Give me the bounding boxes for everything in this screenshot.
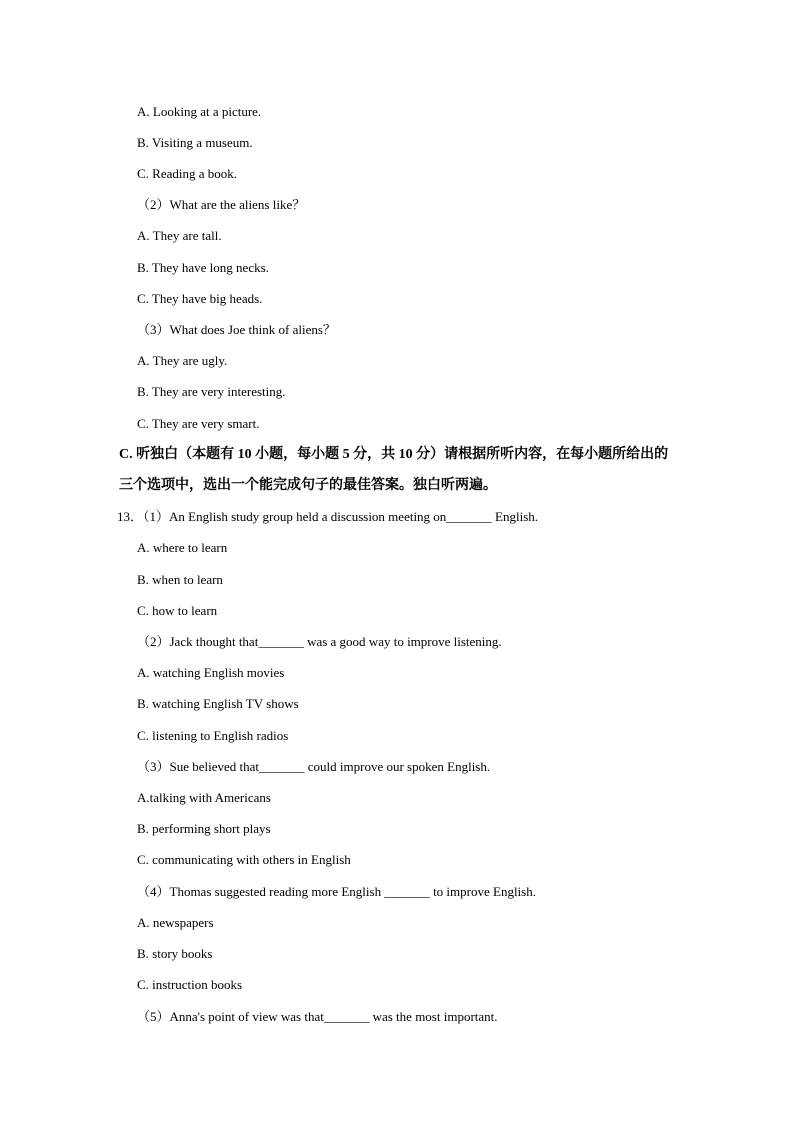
option-a-where: A. where to learn <box>137 540 228 555</box>
question-13-3: （3）Sue believed that_______ could improve our spoken English. <box>137 759 491 774</box>
option-b-necks: B. They have long necks. <box>137 260 269 275</box>
option-c-communicating: C. communicating with others in English <box>137 852 351 867</box>
option-c-instruction-books: C. instruction books <box>137 977 243 992</box>
option-c-how: C. how to learn <box>137 603 218 618</box>
question-13-5: （5）Anna's point of view was that_______ was the most important. <box>137 1009 498 1024</box>
option-b-tv-shows: B. watching English TV shows <box>137 696 299 711</box>
option-b-visiting: B. Visiting a museum. <box>137 135 253 150</box>
option-b-when: B. when to learn <box>137 572 223 587</box>
question-13-4: （4）Thomas suggested reading more English _______ to improve English. <box>137 884 536 899</box>
option-a-tall: A. They are tall. <box>137 228 222 243</box>
option-a-americans: A.talking with Americans <box>137 790 271 805</box>
question-13-1: 13．（1）An English study group held a discussion meeting on_______ English. <box>117 509 539 524</box>
option-a-looking: A. Looking at a picture. <box>137 104 262 119</box>
option-c-heads: C. They have big heads. <box>137 291 263 306</box>
option-b-interesting: B. They are very interesting. <box>137 384 286 399</box>
section-c-heading: C. 听独白（本题有 10 小题，每小题 5 分，共 10 分）请根据所听内容，在每小题所给出的 <box>119 447 669 462</box>
option-c-smart: C. They are very smart. <box>137 416 260 431</box>
option-a-newspapers: A. newspapers <box>137 915 214 930</box>
question-3-joe-think: （3）What does Joe think of aliens？ <box>137 322 336 337</box>
question-2-aliens-like: （2）What are the aliens like？ <box>137 197 306 212</box>
option-c-radios: C. listening to English radios <box>137 728 289 743</box>
option-b-plays: B. performing short plays <box>137 821 271 836</box>
question-13-2: （2）Jack thought that_______ was a good way to improve listening. <box>137 634 502 649</box>
option-a-ugly: A. They are ugly. <box>137 353 228 368</box>
option-c-reading: C. Reading a book. <box>137 166 238 181</box>
section-c-heading-cont: 三个选项中，选出一个能完成句子的最佳答案。独白听两遍。 <box>119 478 497 493</box>
option-a-movies: A. watching English movies <box>137 665 285 680</box>
option-b-story-books: B. story books <box>137 946 213 961</box>
